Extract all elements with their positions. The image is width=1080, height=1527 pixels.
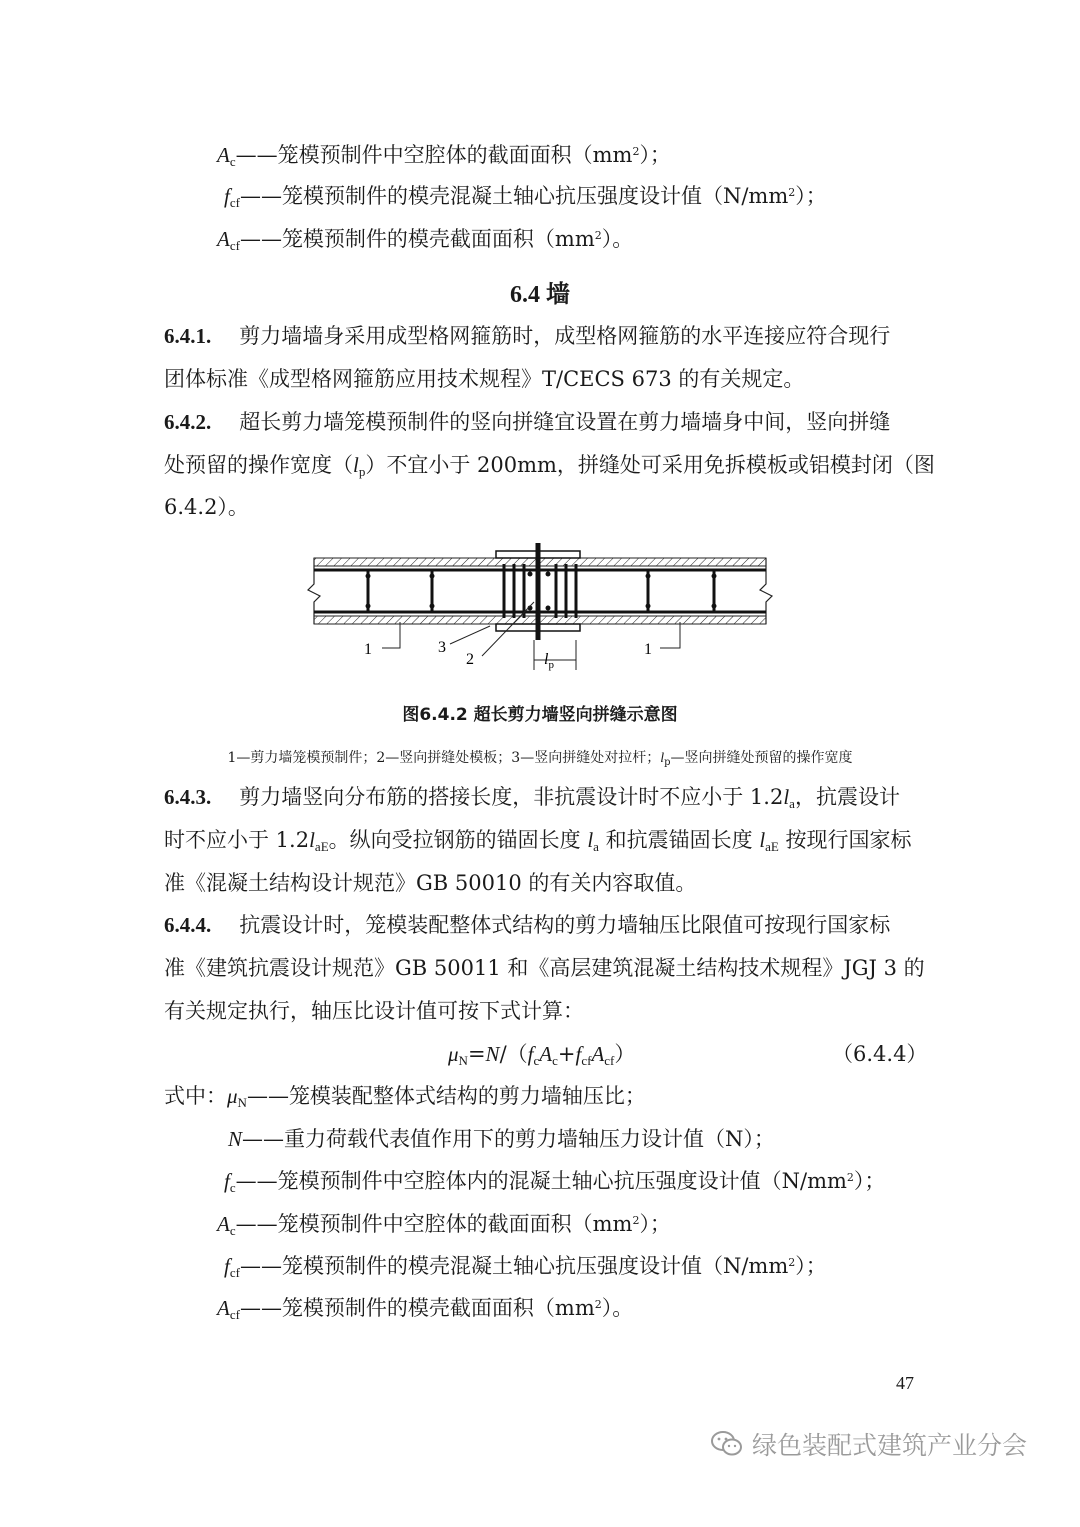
formula-number: （6.4.4） (832, 1042, 928, 1066)
clause-642-line1: 6.4.2. 超长剪力墙笼模预制件的竖向拼缝宜设置在剪力墙墙身中间，竖向拼缝 (164, 410, 891, 434)
label-1-left: 1 (364, 641, 372, 658)
label-3: 3 (438, 639, 446, 656)
rebar-dots (366, 572, 717, 611)
clause-643-line3: 准《混凝土结构设计规范》GB 50010 的有关内容取值。 (164, 871, 697, 895)
label-2: 2 (466, 651, 474, 668)
def-acf-top: $A_{cf}——$笼模预制件的模壳截面面积$(mm^2)$。 (217, 227, 634, 253)
tie-bars (368, 564, 714, 618)
section-heading: 6.4 墙 (510, 282, 570, 308)
break-right (760, 558, 772, 624)
splice-diagram (300, 540, 780, 680)
clause-643-line2: 时不应小于 $1.2l_{aE}$。纵向受拉钢筋的锚固长度 $l_a$ 和抗震锚固长度 $l_{aE}$ 按现行国家标 (164, 828, 912, 854)
figure-legend: 1—剪力墙笼模预制件；2—竖向拼缝处模板；3—竖向拼缝处对拉杆；$l_p—$竖向拼缝处预留的操作宽度 (227, 750, 853, 768)
watermark: 绿色装配式建筑产业分会 (710, 1426, 1027, 1462)
def-ac-top: $A_c——$笼模预制件中空腔体的截面面积$(mm^2)$； (217, 143, 671, 169)
clause-643-line1: 6.4.3. 剪力墙竖向分布筋的搭接长度，非抗震设计时不应小于 $1.2l_a$，抗震设计 (164, 785, 900, 811)
label-lp: $l_p$ (544, 651, 554, 671)
def-fc: $f_c——$笼模预制件中空腔体内的混凝土轴心抗压强度设计值$(N/mm^2)$； (224, 1169, 886, 1195)
wechat-icon (710, 1430, 744, 1458)
clause-641-line1: 6.4.1. 剪力墙墙身采用成型格网箍筋时，成型格网箍筋的水平连接应符合现行 (164, 324, 891, 348)
clause-642-line2: 处预留的操作宽度$(l_p)$不宜小于 200mm，拼缝处可采用免拆模板或铝模封闭（图 (164, 453, 935, 479)
def-mu: 式中：$\mu_N——$笼模装配整体式结构的剪力墙轴压比； (164, 1084, 646, 1110)
def-fcf-top: $f_{cf}——$笼模预制件的模壳混凝土轴心抗压强度设计值$(N/mm^2)$； (224, 184, 827, 210)
clause-641-line2: 团体标准《成型格网箍筋应用技术规程》T/CECS 673 的有关规定。 (164, 367, 805, 391)
clause-644-line1: 6.4.4. 抗震设计时，笼模装配整体式结构的剪力墙轴压比限值可按现行国家标 (164, 913, 891, 937)
def-ac: $A_c——$笼模预制件中空腔体的截面面积$(mm^2)$； (217, 1212, 671, 1238)
formula-6-4-4: $\mu_N=N/(f_cA_c+f_{cf}A_{cf})$ (448, 1042, 636, 1068)
clause-644-line3: 有关规定执行，轴压比设计值可按下式计算： (164, 999, 584, 1023)
label-1-right: 1 (644, 641, 652, 658)
def-fcf: $f_{cf}——$笼模预制件的模壳混凝土轴心抗压强度设计值$(N/mm^2)$； (224, 1254, 827, 1280)
page-number: 47 (896, 1373, 914, 1393)
def-acf: $A_{cf}——$笼模预制件的模壳截面面积$(mm^2)$。 (217, 1296, 634, 1322)
clause-642-line3: 6.4.2）。 (164, 495, 249, 519)
clause-644-line2: 准《建筑抗震设计规范》GB 50011 和《高层建筑混凝土结构技术规程》JGJ 3 的 (164, 956, 925, 980)
figure-caption: 图6.4.2 超长剪力墙竖向拼缝示意图 (402, 705, 678, 725)
def-n: N——重力荷载代表值作用下的剪力墙轴压力设计值（N）； (228, 1127, 775, 1151)
break-left (308, 558, 320, 624)
